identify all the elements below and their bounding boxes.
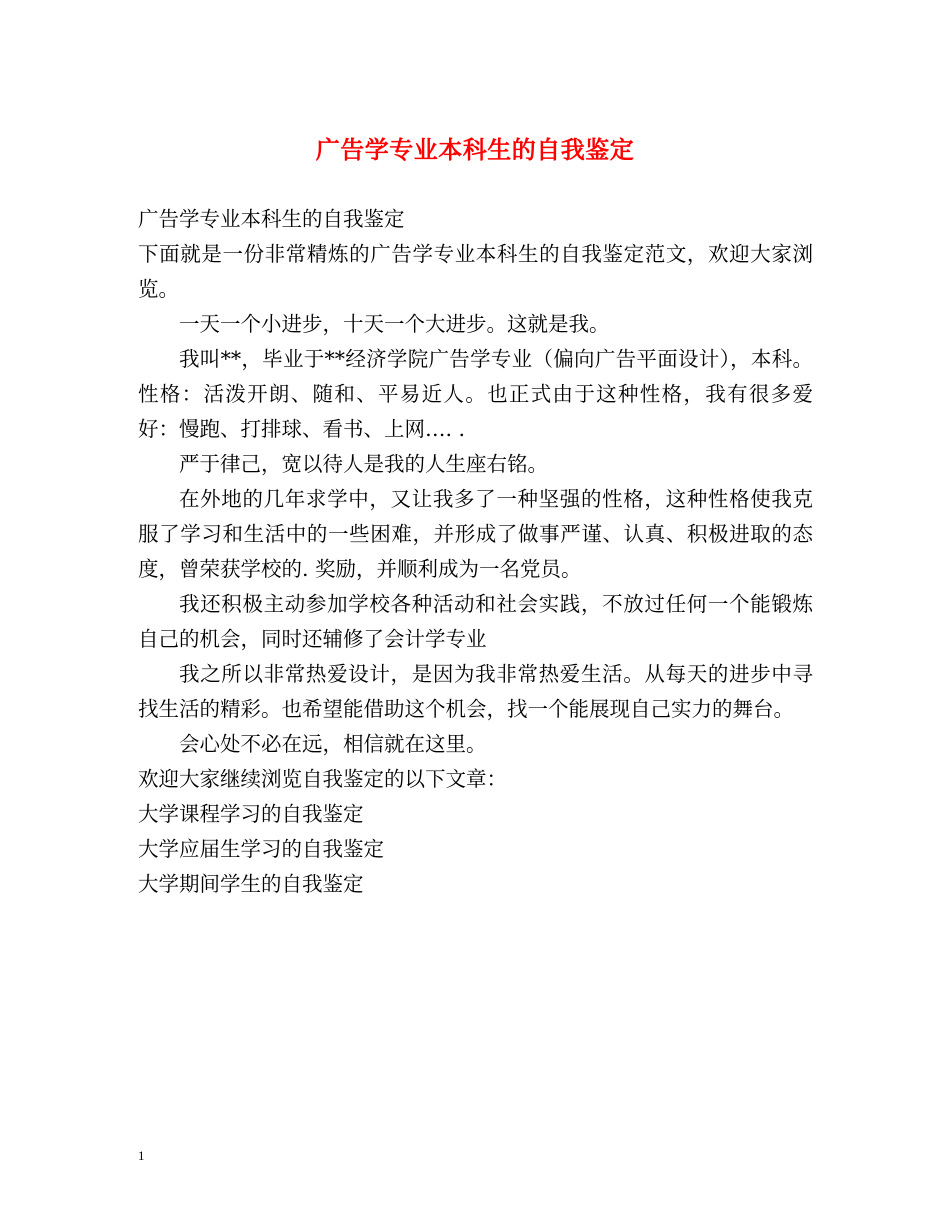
related-article-link[interactable]: 大学课程学习的自我鉴定 [138,802,364,826]
paragraph-related-intro: 欢迎大家继续浏览自我鉴定的以下文章： [138,767,507,791]
paragraph-intro: 下面就是一份非常精炼的广告学专业本科生的自我鉴定范文，欢迎大家浏览。 [138,242,813,301]
paragraph-design: 我之所以非常热爱设计，是因为我非常热爱生活。从每天的进步中寻找生活的精彩。也希望能借助这个机会，找一个能展现自己实力的舞台。 [138,662,813,721]
paragraph-closing: 会心处不必在远，相信就在这里。 [179,732,487,756]
paragraph-study: 在外地的几年求学中，又让我多了一种坚强的性格，这种性格使我克服了学习和生活中的一些困难，并形成了做事严谨、认真、积极进取的态度，曾荣获学校的. 奖励，并顺利成为一名党员。 [138,487,813,581]
paragraph-heading: 广告学专业本科生的自我鉴定 [138,207,405,231]
paragraph-motto: 严于律己，宽以待人是我的人生座右铭。 [179,452,548,476]
page-number: 1 [138,1148,145,1163]
paragraph-background: 我叫**，毕业于**经济学院广告学专业（偏向广告平面设计），本科。性格：活泼开朗、随和、平易近人。也正式由于这种性格，我有很多爱好：慢跑、打排球、看书、上网…. . [138,347,813,441]
paragraph-progress: 一天一个小进步，十天一个大进步。这就是我。 [179,312,610,336]
document-title: 广告学专业本科生的自我鉴定 [315,136,635,164]
related-article-link[interactable]: 大学应届生学习的自我鉴定 [138,837,384,861]
document-body [138,202,813,902]
related-article-link[interactable]: 大学期间学生的自我鉴定 [138,872,364,896]
paragraph-activities: 我还积极主动参加学校各种活动和社会实践，不放过任何一个能锻炼自己的机会，同时还辅修了会计学专业 [138,592,813,651]
